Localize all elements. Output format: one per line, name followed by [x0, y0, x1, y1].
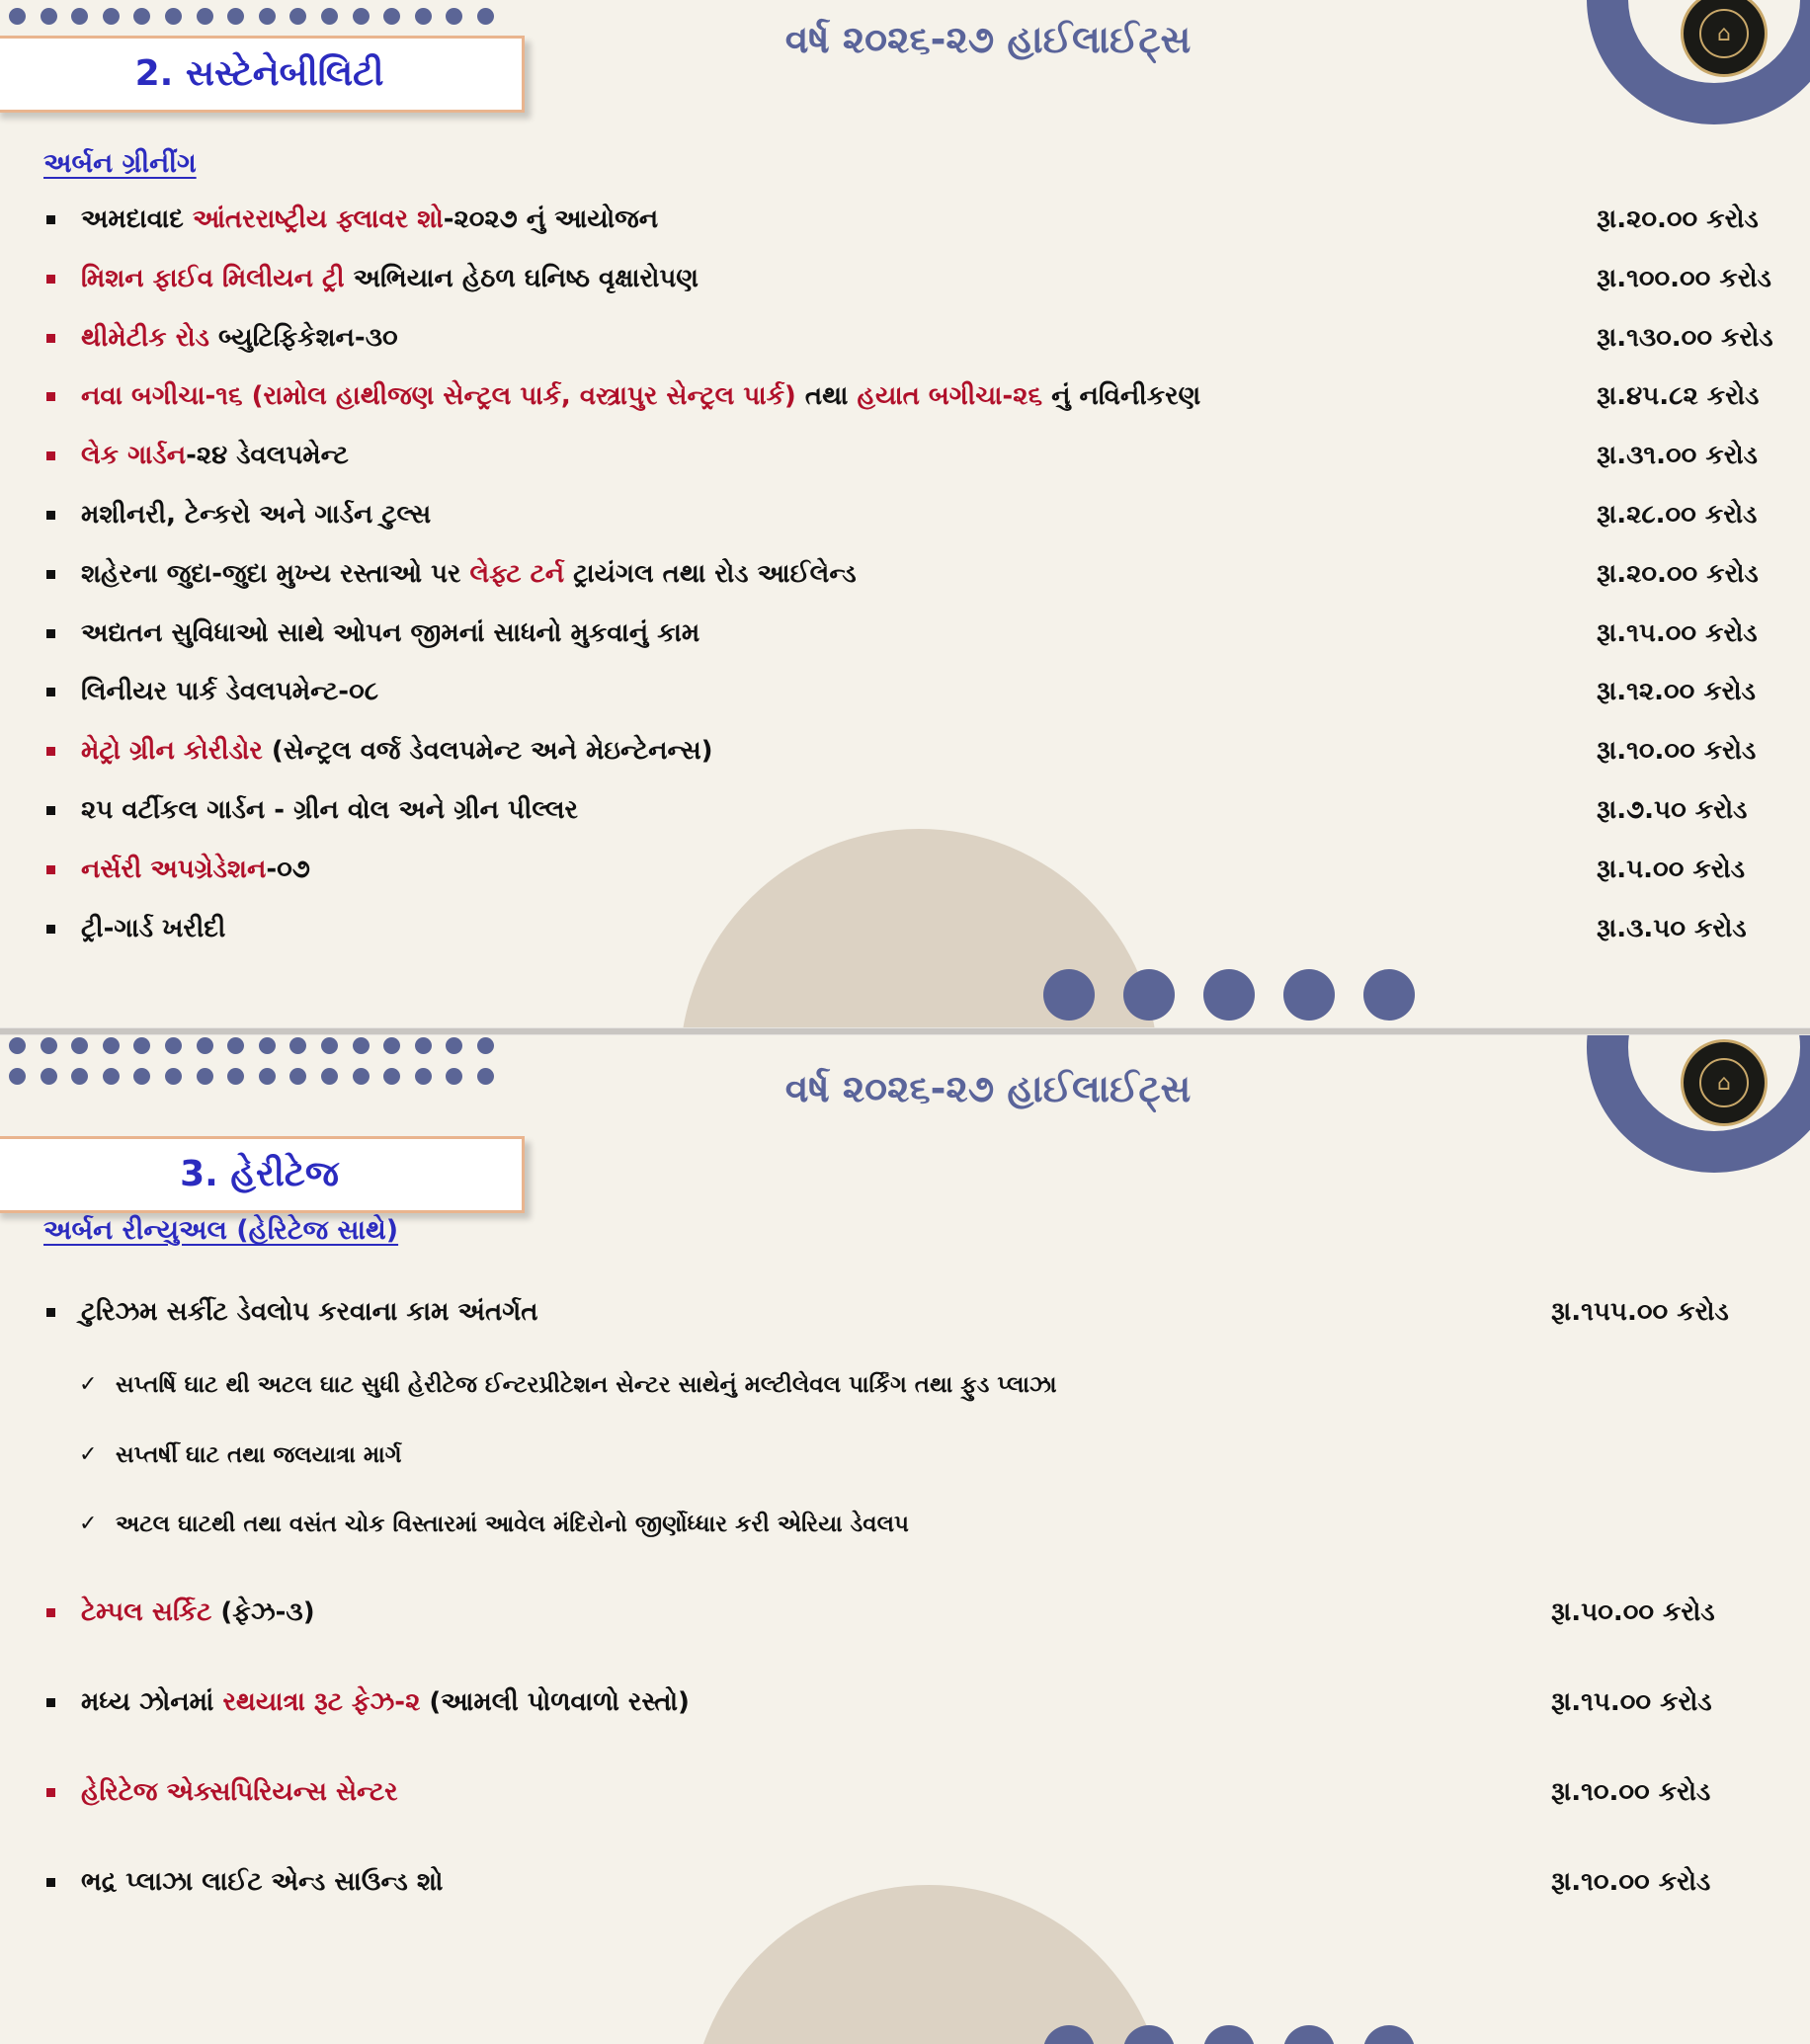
page-title: વર્ષ ૨૦૨૬-૨૭ હાઈલાઈટ્સ: [784, 1067, 1192, 1110]
bullet-icon: [46, 925, 55, 934]
item-text: મધ્ય ઝોનમાં રથયાત્રા રૂટ ફેઝ-૨ (આમલી પોળવાળો રસ્તો): [81, 1687, 690, 1717]
item-amount: રૂા.૧૫.૦૦ કરોડ: [1597, 617, 1758, 648]
list-item: [0, 674, 1810, 713]
sub-item-text: સપ્તર્ષિ ઘાટ થી અટલ ઘાટ સુધી હેરીટેજ ઈન્ટરપ્રીટેશન સેન્ટર સાથેનું મલ્ટીલેવલ પાર્કિંગ તથા ફુડ પ્લાઝા: [116, 1372, 1057, 1398]
item-text: મિશન ફાઈવ મિલીયન ટ્રી અભિયાન હેઠળ ઘનિષ્ઠ વૃક્ષારોપણ: [81, 263, 699, 293]
subheading: અર્બન રીન્યુઅલ (હેરિટેજ સાથે): [43, 1215, 399, 1246]
bullet-icon: [46, 1698, 55, 1707]
decorative-dot: [415, 8, 432, 25]
list-item: [0, 1774, 1810, 1814]
item-amount: રૂા.૧૫૫.૦૦ કરોડ: [1551, 1297, 1729, 1327]
item-amount: રૂા.૭.૫૦ કરોડ: [1597, 795, 1748, 825]
bullet-icon: [46, 275, 55, 284]
list-item: [0, 1684, 1810, 1724]
decorative-dot: [1203, 969, 1255, 1021]
decorative-dot: [446, 1068, 462, 1085]
decorative-dot: [383, 8, 400, 25]
decorative-dot: [1363, 2025, 1415, 2044]
list-item: [0, 1594, 1810, 1634]
decorative-dot: [71, 1037, 88, 1054]
section-heading: 3. હેરીટેજ: [0, 1136, 525, 1213]
decorative-dot: [41, 1068, 57, 1085]
decorative-dot: [1123, 969, 1175, 1021]
item-text: મશીનરી, ટેન્કરો અને ગાર્ડન ટુલ્સ: [81, 500, 432, 530]
bullet-icon: [46, 392, 55, 401]
list-item: [0, 733, 1810, 773]
bullet-icon: [46, 629, 55, 638]
decorative-dot: [289, 1068, 306, 1085]
decorative-dot: [289, 1037, 306, 1054]
slide-separator: [0, 1027, 1810, 1035]
decorative-dot: [1043, 969, 1095, 1021]
page-title: વર્ષ ૨૦૨૬-૨૭ હાઈલાઈટ્સ: [784, 18, 1192, 61]
bullet-icon: [46, 747, 55, 756]
list-item: [0, 202, 1810, 241]
decorative-dot: [103, 1037, 120, 1054]
decorative-dot: [133, 8, 150, 25]
decorative-dot: [165, 8, 182, 25]
decorative-dot: [227, 1037, 244, 1054]
item-amount: રૂા.૧૦૦.૦૦ કરોડ: [1597, 263, 1771, 293]
decorative-dot: [133, 1068, 150, 1085]
slide-heritage: [0, 1035, 1810, 2044]
amc-logo-icon: ⌂: [1681, 0, 1768, 77]
decorative-dot: [353, 1068, 370, 1085]
decorative-dot: [415, 1037, 432, 1054]
decorative-dot: [9, 1068, 26, 1085]
item-text: નવા બગીચા-૧૬ (રામોલ હાથીજણ સેન્ટ્રલ પાર્ક, વસ્ત્રાપુર સેન્ટ્રલ પાર્ક) તથા હયાત બગીચા-૨૬ નું નવિનીકરણ: [81, 381, 1201, 412]
decorative-dot: [103, 1068, 120, 1085]
decorative-dot: [41, 1037, 57, 1054]
subheading: અર્બન ગ્રીનીંગ: [43, 148, 197, 179]
bullet-icon: [46, 451, 55, 460]
list-item: [0, 615, 1810, 655]
decorative-dot: [321, 1068, 338, 1085]
decorative-dot: [133, 1037, 150, 1054]
list-item: [0, 792, 1810, 832]
bullet-icon: [46, 334, 55, 343]
decorative-dot: [259, 1037, 276, 1054]
decorative-dot: [41, 8, 57, 25]
item-amount: રૂા.૩.૫૦ કરોડ: [1597, 913, 1747, 943]
item-text: અમદાવાદ આંતરરાષ્ટ્રીય ફ્લાવર શો-૨૦૨૭ નું આયોજન: [81, 204, 659, 234]
decorative-dot: [165, 1068, 182, 1085]
item-amount: રૂા.૩૧.૦૦ કરોડ: [1597, 441, 1758, 471]
bullet-icon: [46, 806, 55, 815]
list-item: [0, 556, 1810, 596]
decorative-dot: [321, 1037, 338, 1054]
list-item: [0, 1294, 1810, 1334]
decorative-dot: [1203, 2025, 1255, 2044]
list-item: [0, 438, 1810, 477]
list-item: [0, 852, 1810, 891]
item-text: થીમેટીક રોડ બ્યુટિફિકેશન-૩૦: [81, 322, 398, 353]
decorative-dot: [353, 1037, 370, 1054]
item-amount: રૂા.૧૩૦.૦૦ કરોડ: [1597, 322, 1773, 353]
item-amount: રૂા.૧૦.૦૦ કરોડ: [1551, 1777, 1711, 1807]
decorative-dot: [446, 1037, 462, 1054]
item-amount: રૂા.૧૫.૦૦ કરોડ: [1551, 1687, 1712, 1717]
decorative-dot: [103, 8, 120, 25]
bullet-icon: [46, 688, 55, 696]
decorative-dot: [353, 8, 370, 25]
item-amount: રૂા.૨૮.૦૦ કરોડ: [1597, 500, 1758, 530]
decorative-dot: [165, 1037, 182, 1054]
list-item: [0, 261, 1810, 300]
bullet-icon: [46, 570, 55, 579]
decorative-dot: [71, 8, 88, 25]
item-amount: રૂા.૧૦.૦૦ કરોડ: [1597, 736, 1757, 767]
item-amount: રૂા.૨૦.૦૦ કરોડ: [1597, 558, 1759, 589]
item-amount: રૂા.૫૦.૦૦ કરોડ: [1551, 1597, 1715, 1627]
item-text: લિનીયર પાર્ક ડેવલપમેન્ટ-૦૮: [81, 677, 379, 707]
section-heading: 2. સસ્ટેનેબીલિટી: [0, 36, 525, 113]
sub-item-text: અટલ ઘાટથી તથા વસંત ચોક વિસ્તારમાં આવેલ મંદિરોનો જીર્ણોધ્ધાર કરી એરિયા ડેવલપ: [116, 1512, 909, 1537]
item-text: શહેરના જુદા-જુદા મુખ્ય રસ્તાઓ પર લેફ્ટ ટર્ન ટ્રાયંગલ તથા રોડ આઈલેન્ડ: [81, 558, 857, 589]
list-item: [0, 320, 1810, 360]
decorative-dot: [227, 1068, 244, 1085]
decorative-dot: [289, 8, 306, 25]
decorative-dot: [9, 8, 26, 25]
decorative-dot: [71, 1068, 88, 1085]
decorative-dot: [383, 1068, 400, 1085]
bullet-icon: [46, 511, 55, 520]
decorative-dot: [415, 1068, 432, 1085]
list-item: [0, 497, 1810, 536]
bullet-icon: [46, 865, 55, 874]
item-text: અદ્યતન સુવિધાઓ સાથે ઓપન જીમનાં સાધનો મુકવાનું કામ: [81, 617, 700, 648]
item-amount: રૂા.૫.૦૦ કરોડ: [1597, 854, 1745, 884]
decorative-dot: [1283, 2025, 1335, 2044]
decorative-dot: [197, 8, 213, 25]
decorative-dot: [321, 8, 338, 25]
decorative-dot: [197, 1068, 213, 1085]
decorative-dot: [446, 8, 462, 25]
bullet-icon: [46, 1608, 55, 1617]
item-amount: રૂા.૨૦.૦૦ કરોડ: [1597, 204, 1759, 234]
decorative-dot: [259, 1068, 276, 1085]
bullet-icon: [46, 1878, 55, 1887]
check-icon: ✓: [79, 1512, 98, 1536]
check-icon: ✓: [79, 1442, 98, 1467]
decorative-dot: [383, 1037, 400, 1054]
decorative-dot: [227, 8, 244, 25]
decorative-semicircle: [690, 1885, 1168, 2044]
amc-logo-icon: ⌂: [1681, 1039, 1768, 1126]
decorative-dot: [477, 1037, 494, 1054]
decorative-dot: [477, 8, 494, 25]
item-text: ટુરિઝમ સર્કીટ ડેવલોપ કરવાના કામ અંતર્ગત: [81, 1297, 538, 1327]
decorative-dot: [477, 1068, 494, 1085]
list-item: [0, 1864, 1810, 1904]
item-text: લેક ગાર્ડન-૨૪ ડેવલપમેન્ટ: [81, 441, 349, 471]
item-text: હેરિટેજ એક્સપિરિયન્સ સેન્ટર: [81, 1777, 398, 1807]
check-icon: ✓: [79, 1372, 98, 1397]
decorative-dot: [1283, 969, 1335, 1021]
bullet-icon: [46, 1788, 55, 1797]
bullet-icon: [46, 215, 55, 224]
item-amount: રૂા.૧૨.૦૦ કરોડ: [1597, 677, 1756, 707]
list-item: [0, 378, 1810, 418]
item-text: મેટ્રો ગ્રીન કોરીડોર (સેન્ટ્રલ વર્જ ડેવલપમેન્ટ અને મેઇન્ટેનન્સ): [81, 736, 713, 767]
item-text: ભદ્ર પ્લાઝા લાઈટ એન્ડ સાઉન્ડ શો: [81, 1867, 444, 1897]
item-text: નર્સરી અપગ્રેડેશન-૦૭: [81, 854, 310, 884]
bullet-icon: [46, 1308, 55, 1317]
item-text: ટ્રી-ગાર્ડ ખરીદી: [81, 913, 226, 943]
sub-item-text: સપ્તર્ષી ઘાટ તથા જલયાત્રા માર્ગ: [116, 1442, 402, 1468]
decorative-dot: [9, 1037, 26, 1054]
list-item: [0, 911, 1810, 950]
item-text: ૨૫ વર્ટીકલ ગાર્ડન - ગ્રીન વોલ અને ગ્રીન પીલ્લર: [81, 795, 578, 825]
decorative-dot: [197, 1037, 213, 1054]
item-amount: રૂા.૧૦.૦૦ કરોડ: [1551, 1867, 1711, 1897]
item-amount: રૂા.૪૫.૮૨ કરોડ: [1597, 381, 1760, 412]
decorative-dot: [1363, 969, 1415, 1021]
item-text: ટેમ્પલ સર્કિટ (ફેઝ-૩): [81, 1597, 315, 1627]
decorative-dot: [259, 8, 276, 25]
